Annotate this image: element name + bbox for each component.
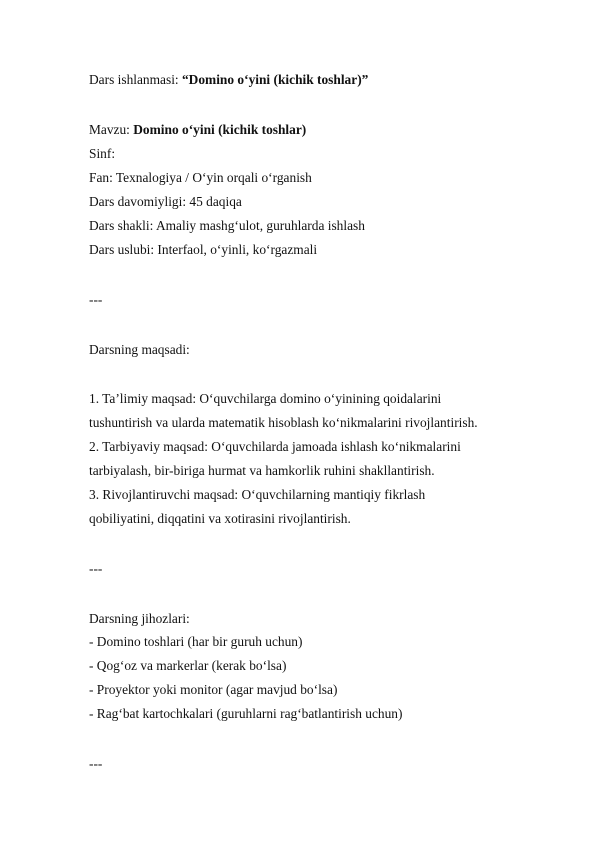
duration-line: Dars davomiyligi: 45 daqiqa: [89, 194, 242, 209]
lesson-plan-label: Dars ishlanmasi:: [89, 72, 182, 87]
topic-label: Mavzu:: [89, 122, 134, 137]
class-line: Sinf:: [89, 146, 116, 161]
equipment-item: - Domino toshlari (har bir guruh uchun): [89, 634, 303, 649]
topic-line: [89, 122, 306, 138]
equipment-item: - Qog‘oz va markerlar (kerak bo‘lsa): [89, 658, 287, 673]
goal-line: tarbiyalash, bir-biriga hurmat va hamkorlik ruhini shakllantirish.: [89, 463, 435, 478]
goal-line: qobiliyatini, diqqatini va xotirasini rivojlantirish.: [89, 511, 351, 526]
subject-line: Fan: Texnalogiya / O‘yin orqali o‘rganish: [89, 170, 312, 185]
equipment-item: - Rag‘bat kartochkalari (guruhlarni rag‘batlantirish uchun): [89, 706, 403, 721]
equipment-item: - Proyektor yoki monitor (agar mavjud bo‘lsa): [89, 682, 338, 697]
separator-2: ---: [89, 561, 103, 576]
lesson-plan-title: [89, 72, 368, 88]
format-line: Dars shakli: Amaliy mashg‘ulot, guruhlarda ishlash: [89, 218, 365, 233]
separator-1: ---: [89, 292, 103, 307]
topic-value: Domino o‘yini (kichik toshlar): [133, 122, 307, 137]
goal-line: 2. Tarbiyaviy maqsad: O‘quvchilarda jamoada ishlash ko‘nikmalarini: [89, 439, 461, 454]
goal-line: 3. Rivojlantiruvchi maqsad: O‘quvchilarning mantiqiy fikrlash: [89, 487, 426, 502]
goal-line: tushuntirish va ularda matematik hisoblash ko‘nikmalarini rivojlantirish.: [89, 415, 478, 430]
separator-3: ---: [89, 756, 103, 771]
method-line: Dars uslubi: Interfaol, o‘yinli, ko‘rgazmali: [89, 242, 318, 257]
goals-heading: Darsning maqsadi:: [89, 342, 190, 357]
goal-line: 1. Ta’limiy maqsad: O‘quvchilarga domino o‘yinining qoidalarini: [89, 391, 442, 406]
equipment-heading: Darsning jihozlari:: [89, 611, 190, 626]
lesson-plan-name: “Domino o‘yini (kichik toshlar)”: [181, 72, 369, 87]
